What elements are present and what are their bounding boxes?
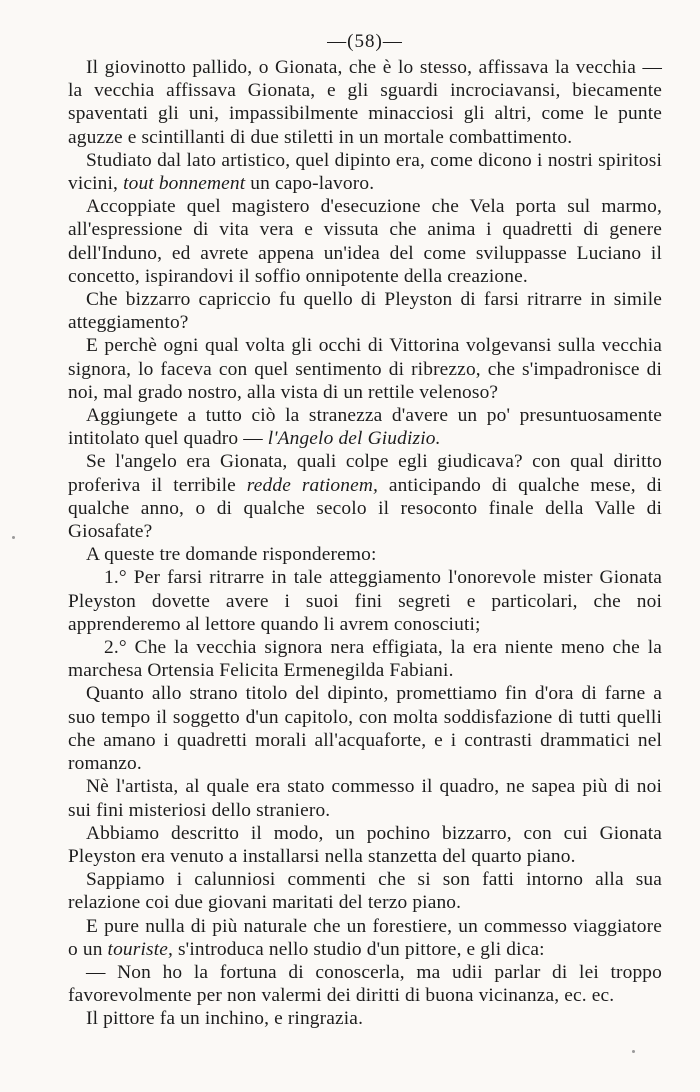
text-run: Il pittore fa un inchino, e ringrazia. (86, 1008, 364, 1030)
text-run: Se l'angelo era Gionata, quali colpe egli giudicava? con qual diritto proferiva il terribile (68, 451, 662, 496)
paragraph-p3 (68, 195, 662, 288)
paragraph-p12 (68, 775, 662, 821)
text-run: A queste tre domande risponderemo: (86, 544, 377, 566)
text-run: Aggiungete a tutto ciò la stranezza d'avere un po' presuntuosamente intitolato quel quadro — (68, 405, 662, 450)
text-run: E pure nulla di più naturale che un forestiere, un commesso viaggiatore o un (68, 915, 662, 960)
italic-text: touriste, (107, 938, 173, 960)
paragraph-p11 (68, 682, 662, 775)
text-run: — Non ho la fortuna di conoscerla, ma udii parlar di lei troppo favorevolmente per non valermi dei diritti di buona vicinanza, ec. ec. (68, 961, 662, 1007)
text-run: 1.° Per farsi ritrarre in tale atteggiamento l'onorevole mister Gionata Pleyston dovette avere i suoi fini segreti e particolari, che noi apprenderemo al lettore quando li avrem conosciuti; (68, 567, 662, 635)
paragraph-p9 (68, 566, 662, 636)
paragraph-p15 (68, 915, 662, 961)
stray-mark (632, 1050, 635, 1053)
text-run: E perchè ogni qual volta gli occhi di Vittorina volgevansi sulla vecchia signora, lo faceva con quel sentimento di ribrezzo, che s'impadronisce di noi, mal grado nostro, alla vista di un rettile velenoso? (68, 335, 662, 403)
paragraph-p1 (68, 56, 662, 149)
paragraph-p5 (68, 334, 662, 404)
page-number: —(58)— (327, 31, 403, 52)
text-run: Il giovinotto pallido, o Gionata, che è lo stesso, affissava la vecchia — la vecchia affissava Gionata, e gli sguardi incrociavansi, biecamente spaventati gli uni, impassibilmente minacciosi gli altri, come le punte aguzze e scintillanti di due stiletti in un mortale combattimento. (68, 57, 662, 148)
text-run: Sappiamo i calunniosi commenti che si son fatti intorno alla sua relazione coi due giovani maritati del terzo piano. (68, 869, 662, 914)
paragraph-p13 (68, 822, 662, 868)
italic-text: l'Angelo del Giudizio. (267, 428, 441, 450)
text-run: Accoppiate quel magistero d'esecuzione che Vela porta sul marmo, all'espressione di vita vera e vissuta che anima i quadretti di genere dell'Induno, ed avrete appena un'idea del come sviluppasse Luciano il concetto, ispirandovi il soffio onnipotente della creazione. (68, 196, 662, 287)
paragraph-p10 (68, 636, 662, 682)
text-run: s'introduca nello studio d'un pittore, e gli dica: (172, 938, 545, 960)
text-run: 2.° Che la vecchia signora nera effigiata, la era niente meno che la marchesa Ortensia Felicita Ermenegilda Fabiani. (68, 637, 662, 682)
text-run: Quanto allo strano titolo del dipinto, promettiamo fin d'ora di farne a suo tempo il soggetto d'un capitolo, con molta soddisfazione di tutti quelli che amano i quadretti morali all'acquaforte, e i contrasti drammatici nel romanzo. (68, 683, 662, 775)
paragraph-p16 (68, 961, 662, 1007)
text-run: Abbiamo descritto il modo, un pochino bizzarro, con cui Gionata Pleyston era venuto a installarsi nella stanzetta del quarto piano. (68, 822, 662, 867)
paragraph-p4 (68, 288, 662, 334)
text-run: Nè l'artista, al quale era stato commesso il quadro, ne sapea più di noi sui fini misteriosi dello straniero. (68, 776, 662, 821)
italic-text: tout bonnement (123, 173, 246, 195)
text-run: un capo-lavoro. (245, 173, 375, 195)
italic-text: redde rationem, (246, 474, 379, 496)
paragraph-p6 (68, 404, 662, 450)
paragraph-p14 (68, 868, 662, 914)
text-run: Studiato dal lato artistico, quel dipinto era, come dicono i nostri spiritosi vicini, (68, 149, 662, 195)
paragraph-p8 (68, 543, 662, 566)
paragraph-p7 (68, 450, 662, 543)
text-run: Che bizzarro capriccio fu quello di Pleyston di farsi ritrarre in simile atteggiamento? (68, 289, 662, 334)
paragraph-p17 (68, 1007, 662, 1030)
text-run: anticipando di qualche mese, di qualche anno, o di qualche secolo il resoconto finale della Valle di Giosafate? (68, 474, 662, 543)
paragraph-p2 (68, 149, 662, 195)
body-text (68, 56, 662, 1031)
stray-mark (12, 536, 15, 539)
